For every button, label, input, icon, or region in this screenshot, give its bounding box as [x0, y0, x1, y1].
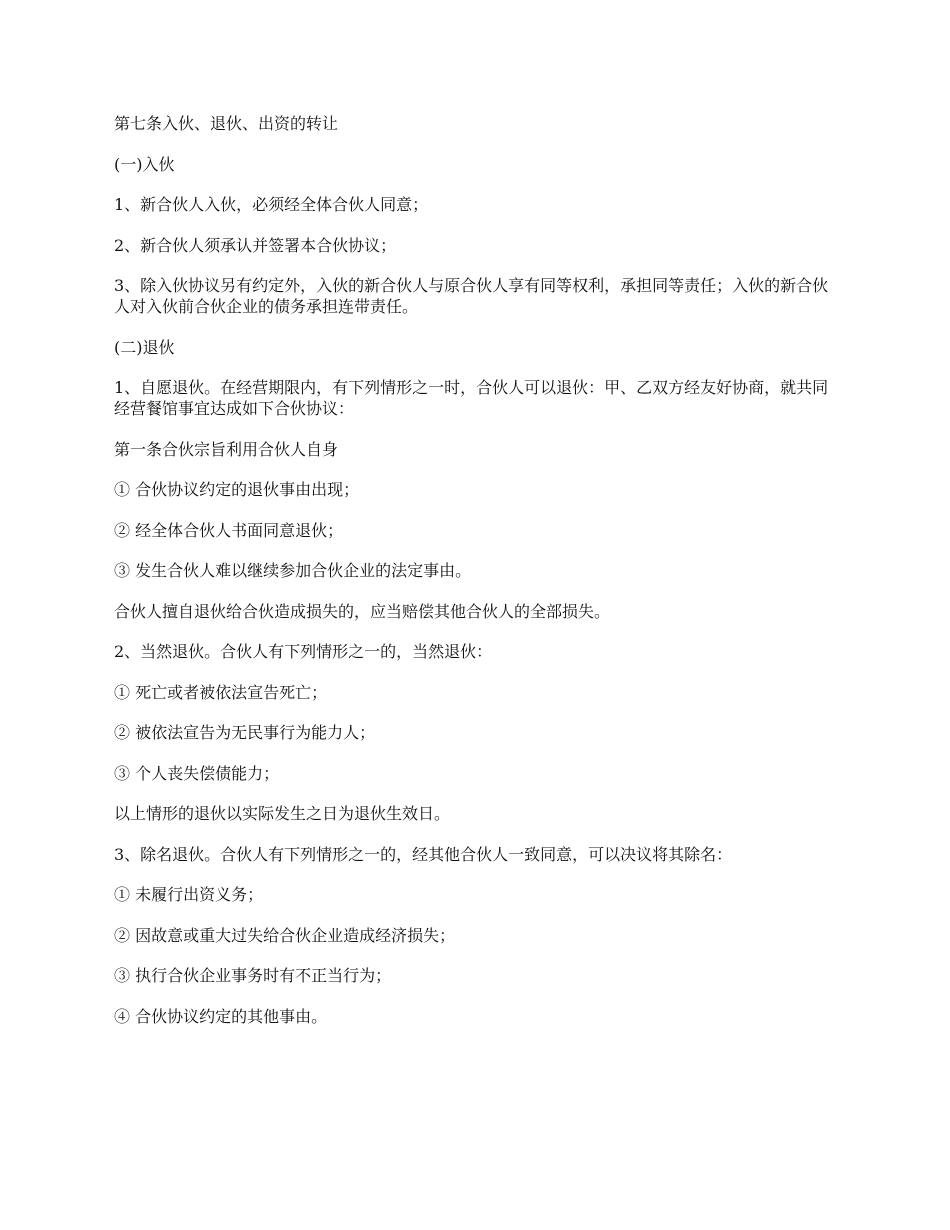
section-heading-withdrawal: (二)退伙 — [114, 337, 175, 357]
list-item: ③ 执行合伙企业事务时有不正当行为； — [114, 966, 392, 985]
section-heading-joining: (一)入伙 — [114, 154, 175, 174]
paragraph: 1、新合伙人入伙，必须经全体合伙人同意； — [114, 195, 429, 214]
list-item: ① 未履行出资义务； — [114, 885, 264, 904]
paragraph: 3、除名退伙。合伙人有下列情形之一的，经其他合伙人一致同意，可以决议将其除名： — [114, 844, 733, 864]
paragraph: 以上情形的退伙以实际发生之日为退伙生效日。 — [114, 804, 451, 823]
document-body — [114, 113, 844, 1046]
list-item: ④ 合伙协议约定的其他事由。 — [114, 1006, 328, 1026]
list-item: ② 因故意或重大过失给合伙企业造成经济损失； — [114, 925, 456, 945]
paragraph: 3、除入伙协议另有约定外，入伙的新合伙人与原合伙人享有同等权利，承担同等责任；入伙的新合伙人对入伙前合伙企业的债务承担连带责任。 — [114, 276, 829, 316]
paragraph: 第一条合伙宗旨利用合伙人自身 — [114, 439, 339, 459]
list-item: ③ 发生合伙人难以继续参加合伙企业的法定事由。 — [114, 561, 472, 580]
list-item: ③ 个人丧失偿债能力； — [114, 763, 280, 783]
paragraph: 合伙人擅自退伙给合伙造成损失的，应当赔偿其他合伙人的全部损失。 — [114, 601, 611, 621]
article-heading: 第七条入伙、退伙、出资的转让 — [114, 114, 339, 133]
list-item: ① 合伙协议约定的退伙事由出现； — [114, 480, 360, 499]
paragraph: 2、新合伙人须承认并签署本合伙协议； — [114, 235, 397, 255]
list-item: ② 经全体合伙人书面同意退伙； — [114, 520, 344, 540]
paragraph: 1、自愿退伙。在经营期限内，有下列情形之一时，合伙人可以退伙：甲、乙双方经友好协商，就共同经营餐馆事宜达成如下合伙协议： — [114, 378, 829, 418]
list-item: ② 被依法宣告为无民事行为能力人； — [114, 723, 376, 742]
list-item: ① 死亡或者被依法宣告死亡； — [114, 682, 328, 702]
paragraph: 2、当然退伙。合伙人有下列情形之一的，当然退伙： — [114, 642, 493, 661]
